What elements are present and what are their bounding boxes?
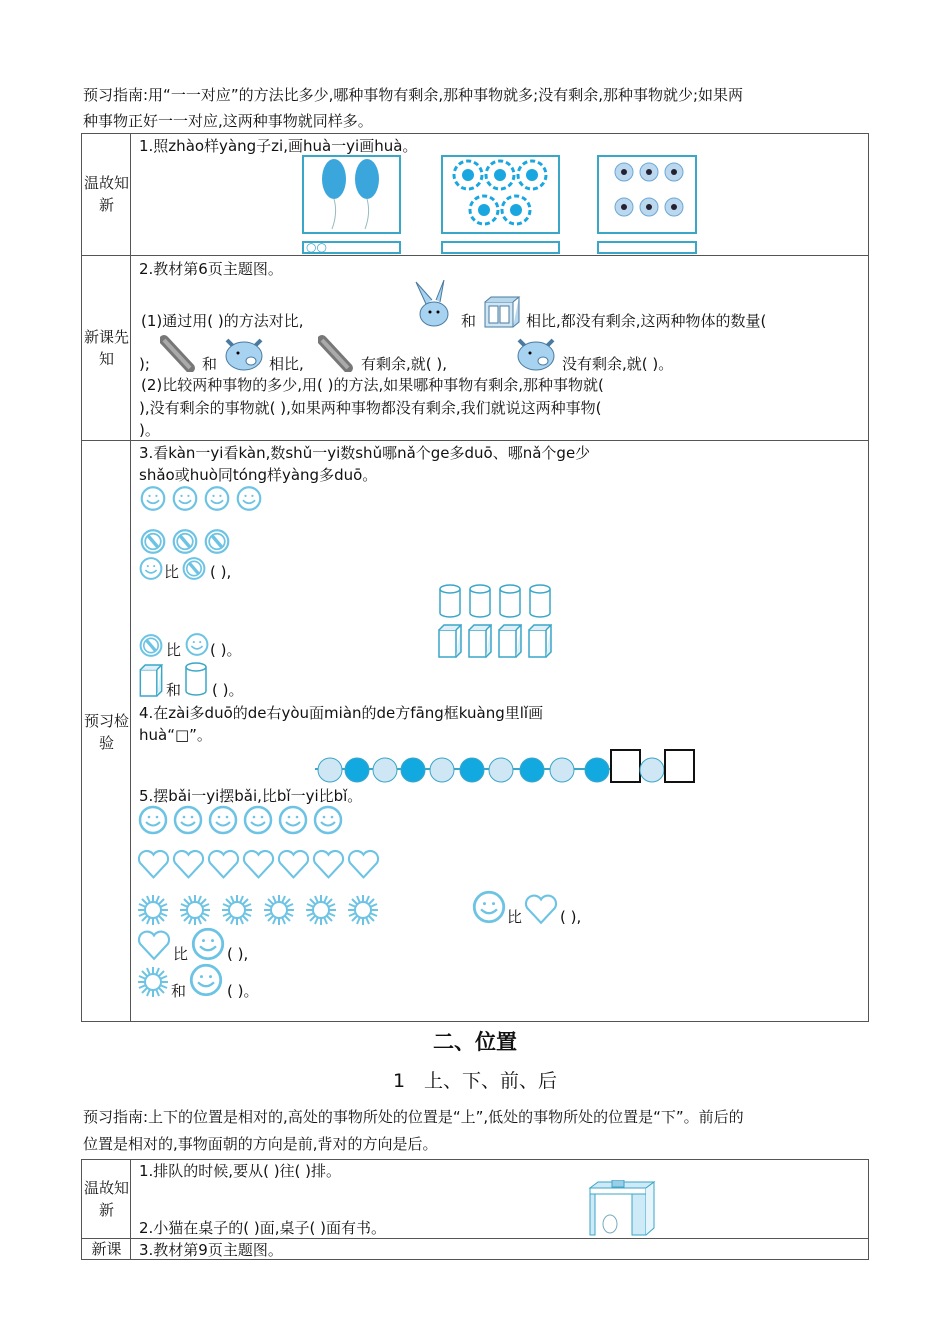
smiley-icon [472,890,506,924]
q2-p1-g: 没有剩余,就( )。 [562,355,674,373]
smiley-icon [236,485,262,512]
sun-icon [305,894,337,926]
smiley-icon [278,805,308,835]
cuboid-icon [528,624,552,658]
log-icon [160,332,200,372]
sun-icon [263,894,295,926]
q3-bi: 比 [166,641,182,659]
flowers-picture [597,155,697,234]
q2-p1-e: 相比, [269,355,304,373]
cuboid-icon [139,664,163,697]
pig-icon [221,334,267,372]
row-label-wengu-2: 温故知新 [83,1179,129,1219]
table-border [81,255,869,256]
row-label-yuxi: 预习检验 [83,712,129,752]
smiley-icon [139,556,163,581]
q2-p2-b: ),没有剩余的事物就( ),如果两种事物都没有剩余,我们就说这两种事物( [139,399,602,417]
q5-bi: 比 [507,908,523,926]
answer-box-flowers[interactable] [597,241,697,254]
table-border [81,1159,869,1160]
heart-icon [312,848,345,880]
heart-icon [277,848,310,880]
dark-bead [345,758,369,782]
q2-title: 2.教材第6页主题图。 [139,260,283,278]
dark-bead [460,758,484,782]
q3-bi: 比 [164,563,180,581]
guide-line-2: 种事物正好一一对应,这两种事物就同样多。 [83,112,373,130]
row-label-xinke: 新课先知 [83,328,129,368]
q1-text: 1.照zhào样yàng子zi,画huà一yi画huà。 [139,137,418,155]
cylinder-icon [184,662,208,696]
heart-icon [172,848,205,880]
heart-icon [347,848,380,880]
table-border [81,133,869,134]
cylinder-icon [528,584,552,618]
desk-with-cat-icon [588,1180,656,1236]
q3-blank-1[interactable]: ( ), [210,563,232,581]
smiley-icon [138,805,168,835]
section-title: 二、位置 [433,1030,517,1054]
sun-icon [137,894,169,926]
pig-icon [513,334,559,372]
cuboid-icon [468,624,492,658]
smiley-icon [185,632,209,657]
smiley-icon [173,805,203,835]
table-border [130,133,131,1022]
balloons-picture [302,155,401,234]
q2-and-2: 和 [202,355,218,373]
s2-q1: 1.排队的时候,要从( )往( )排。 [139,1162,342,1180]
no-sign-icon [140,528,166,555]
answer-square-box[interactable] [665,750,694,782]
sun-icon [347,894,379,926]
smiley-icon [313,805,343,835]
no-sign-icon [204,528,230,555]
q3-blank-2[interactable]: ( )。 [210,641,242,659]
table-border [868,133,869,1022]
rabbit-icon [408,280,460,328]
sun-icon [221,894,253,926]
football-icon [443,157,558,232]
light-bead [430,758,454,782]
q2-p1-f: 有剩余,就( ), [361,355,448,373]
q2-p2-a: (2)比较两种事物的多少,用( )的方法,如果哪种事物有剩余,那种事物就( [141,376,604,394]
q5-text: 5.摆bǎi一yi摆bǎi,比bǐ一yi比bǐ。 [139,787,363,805]
flower-icon [599,157,695,232]
heart-icon [524,893,558,925]
sun-icon [179,894,211,926]
smiley-icon [172,485,198,512]
light-bead [640,758,664,782]
dark-bead [585,758,609,782]
heart-icon [207,848,240,880]
q5-blank-3[interactable]: ( )。 [227,982,259,1000]
q4-text-2: huà“□”。 [139,726,212,744]
q5-he: 和 [171,982,187,1000]
q2-p1-a: (1)通过用( )的方法对比, [141,312,304,330]
section-subtitle: 1 上、下、前、后 [392,1070,558,1092]
row-label-xinke-2: 新课 [91,1240,122,1258]
cabinet-icon [483,296,521,328]
q3-text-1: 3.看kàn一yi看kàn,数shǔ一yi数shǔ哪nǎ个ge多duō、哪nǎ个ge少 [139,444,591,462]
no-sign-icon [182,556,206,581]
table-border [81,1021,869,1022]
table-border [868,1159,869,1260]
table-border [81,1238,869,1239]
bead-string-svg [310,748,700,788]
log-icon [318,332,358,372]
no-sign-icon [139,633,163,658]
smiley-icon [208,805,238,835]
s2-q3: 3.教材第9页主题图。 [139,1241,283,1259]
q2-p1-b: 相比,都没有剩余,这两种物体的数量( [526,312,767,330]
guide2-line-2: 位置是相对的,事物面朝的方向是前,背对的方向是后。 [83,1135,438,1153]
smiley-icon [204,485,230,512]
light-bead [550,758,574,782]
cylinder-icon [438,584,462,618]
dark-bead [520,758,544,782]
heart-icon [137,848,170,880]
sun-icon [137,966,169,998]
light-bead [318,758,342,782]
heart-icon [242,848,275,880]
q3-blank-3[interactable]: ( )。 [212,681,244,699]
q3-he: 和 [166,681,182,699]
q2-and: 和 [461,312,477,330]
q4-text-1: 4.在zài多duō的de右yòu面miàn的de方fāng框kuàng里lǐ画 [139,704,544,722]
light-bead [489,758,513,782]
q5-blank-2[interactable]: ( ), [227,945,249,963]
smiley-icon [191,927,225,961]
balloon-icon [304,157,399,232]
cylinder-icon [468,584,492,618]
guide-line-1: 预习指南:用“一一对应”的方法比多少,哪种事物有剩余,那种事物就多;没有剩余,那种事物就少;如果两 [83,86,744,104]
answer-square-box[interactable] [611,750,640,782]
light-bead [373,758,397,782]
q5-bi: 比 [173,945,189,963]
cuboid-icon [498,624,522,658]
smiley-icon [243,805,273,835]
q2-p2-c: )。 [139,421,160,439]
answer-box-balloons[interactable]: ○○ [302,241,401,254]
heart-icon [137,929,171,961]
table-border [81,133,82,1022]
guide2-line-1: 预习指南:上下的位置是相对的,高处的事物所处的位置是“上”,低处的事物所处的位置是“下”。前后的 [83,1108,744,1126]
q3-text-2: shǎo或huò同tóng样yàng多duō。 [139,466,378,484]
q5-blank-1[interactable]: ( ), [560,908,582,926]
footballs-picture [441,155,560,234]
cylinder-icon [498,584,522,618]
row-label-wengu: 温故知新 [83,174,129,214]
dark-bead [401,758,425,782]
smiley-icon [189,963,223,997]
answer-box-footballs[interactable] [441,241,560,254]
q2-p1-c: ); [139,355,150,373]
no-sign-icon [172,528,198,555]
smiley-icon [140,485,166,512]
s2-q2: 2.小猫在桌子的( )面,桌子( )面有书。 [139,1219,387,1237]
cuboid-icon [438,624,462,658]
table-border [81,440,869,441]
